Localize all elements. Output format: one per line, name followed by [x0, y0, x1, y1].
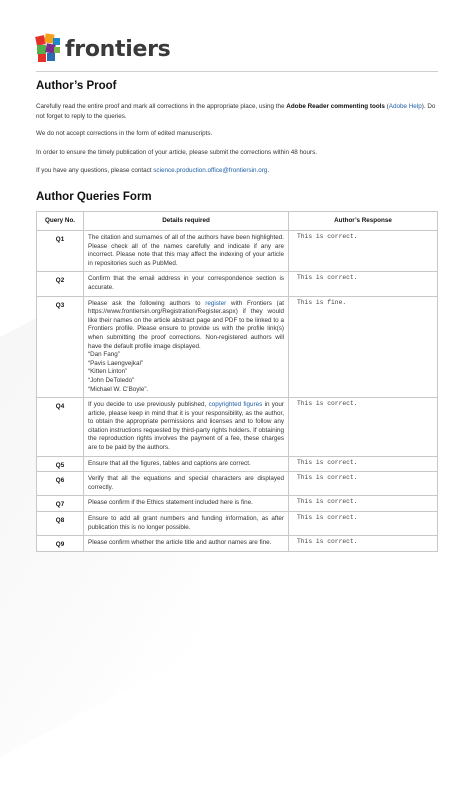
- copyrighted-figures-link[interactable]: copyrighted figures: [208, 401, 263, 409]
- table-row: [37, 398, 438, 457]
- query-details: Ensure to add all grant numbers and funding information, as after publication this is no longer possible.: [84, 512, 289, 536]
- table-row: [37, 472, 438, 496]
- logo-square: [54, 47, 60, 53]
- response-field[interactable]: This is fine.: [289, 296, 438, 398]
- table-header-row: [37, 212, 438, 231]
- query-number: Q1: [37, 231, 84, 272]
- query-details: [84, 296, 289, 398]
- query-number: Q6: [37, 472, 84, 496]
- table-row: [37, 456, 438, 472]
- query-text: Please ask the following authors to: [88, 299, 206, 307]
- query-number: Q3: [37, 296, 84, 398]
- register-link[interactable]: register: [205, 299, 227, 307]
- header: [36, 34, 170, 64]
- page-title: Author’s Proof: [36, 80, 117, 92]
- column-header-query-no: Query No.: [37, 212, 84, 231]
- query-number: Q9: [37, 536, 84, 552]
- column-header-response: Author’s Response: [289, 212, 438, 231]
- response-field[interactable]: This is correct.: [289, 472, 438, 496]
- intro-text: Carefully read the entire proof and mark all corrections in the appropriate place, using the: [36, 103, 287, 110]
- response-field[interactable]: This is correct.: [289, 536, 438, 552]
- response-field[interactable]: This is correct.: [289, 272, 438, 296]
- table-row: [37, 512, 438, 536]
- contact-email-link[interactable]: science.production.office@frontiersin.org: [153, 167, 268, 174]
- response-field[interactable]: This is correct.: [289, 231, 438, 272]
- adobe-help-link[interactable]: Adobe Help: [388, 103, 422, 110]
- response-field[interactable]: This is correct.: [289, 456, 438, 472]
- contact-paragraph: [36, 166, 438, 176]
- query-details: Ensure that all the figures, tables and captions are correct.: [84, 456, 289, 472]
- query-text: in your article, please keep in mind that it is your responsibility, as the author, to obtain the appropriate permissions and licenses and to follow any citation instructions requested by third-party rights holders. If obtaining the reproduction rights involves the payment of a fee, these charges are to be paid by the authors.: [88, 401, 284, 452]
- author-name: “John DeToledo”: [88, 376, 135, 384]
- query-details: Please confirm if the Ethics statement included here is fine.: [84, 496, 289, 512]
- response-field[interactable]: This is correct.: [289, 512, 438, 536]
- table-row: [37, 231, 438, 272]
- column-header-details: Details required: [84, 212, 289, 231]
- header-divider: [36, 71, 438, 72]
- query-details: Please confirm whether the article title and author names are fine.: [84, 536, 289, 552]
- response-field[interactable]: This is correct.: [289, 496, 438, 512]
- query-number: Q5: [37, 456, 84, 472]
- intro-text: ). Do not forget to reply to the queries.: [36, 103, 436, 120]
- response-field[interactable]: This is correct.: [289, 398, 438, 457]
- query-details: [84, 398, 289, 457]
- query-text: with Frontiers (at https://www.frontiersin.org/Registration/Register.aspx) if they would like their names on the article abstract page and PDF to be linked to a Frontiers profile. Please ensure to provide us with the profile link(s) when submitting the proof corrections. Non-registered authors will have the default profile image displayed.: [88, 299, 285, 350]
- table-row: [37, 536, 438, 552]
- author-queries-table: [36, 211, 438, 552]
- query-details: Verify that all the equations and special characters are displayed correctly.: [84, 472, 289, 496]
- queries-form-title: Author Queries Form: [36, 191, 152, 203]
- table-row: [37, 496, 438, 512]
- query-details: The citation and surnames of all of the authors have been highlighted. Please check all of the names carefully and indicate if any are incorrect. Please note that this may affect the indexing of your article in repositories such as PubMed.: [84, 231, 289, 272]
- adobe-tools-emphasis: Adobe Reader commenting tools: [286, 103, 385, 110]
- query-number: Q4: [37, 398, 84, 457]
- contact-text: If you have any questions, please contact: [36, 167, 154, 174]
- query-number: Q8: [37, 512, 84, 536]
- query-number: Q2: [37, 272, 84, 296]
- query-details: Confirm that the email address in your correspondence section is accurate.: [84, 272, 289, 296]
- author-name: “Kitten Linton”: [88, 368, 128, 376]
- intro-text: (: [384, 103, 389, 110]
- logo-wordmark: frontiers: [65, 36, 171, 62]
- query-text: If you decide to use previously published,: [88, 401, 209, 409]
- author-name: “Dan Fang”: [88, 351, 120, 359]
- table-row: [37, 272, 438, 296]
- timely-paragraph: In order to ensure the timely publication of your article, please submit the corrections within 48 hours.: [36, 149, 318, 156]
- author-name: “Michael W. C’Boyle”.: [88, 385, 149, 393]
- query-number: Q7: [37, 496, 84, 512]
- frontiers-logo-icon: [36, 34, 62, 64]
- intro-paragraph: [36, 102, 438, 121]
- no-manuscripts-paragraph: We do not accept corrections in the form of edited manuscripts.: [36, 130, 213, 137]
- author-name: “Pavis Laengvejkal”: [88, 359, 143, 367]
- table-row: [37, 296, 438, 398]
- logo-square: [38, 54, 46, 62]
- contact-text: .: [267, 167, 270, 174]
- logo-square: [47, 53, 55, 61]
